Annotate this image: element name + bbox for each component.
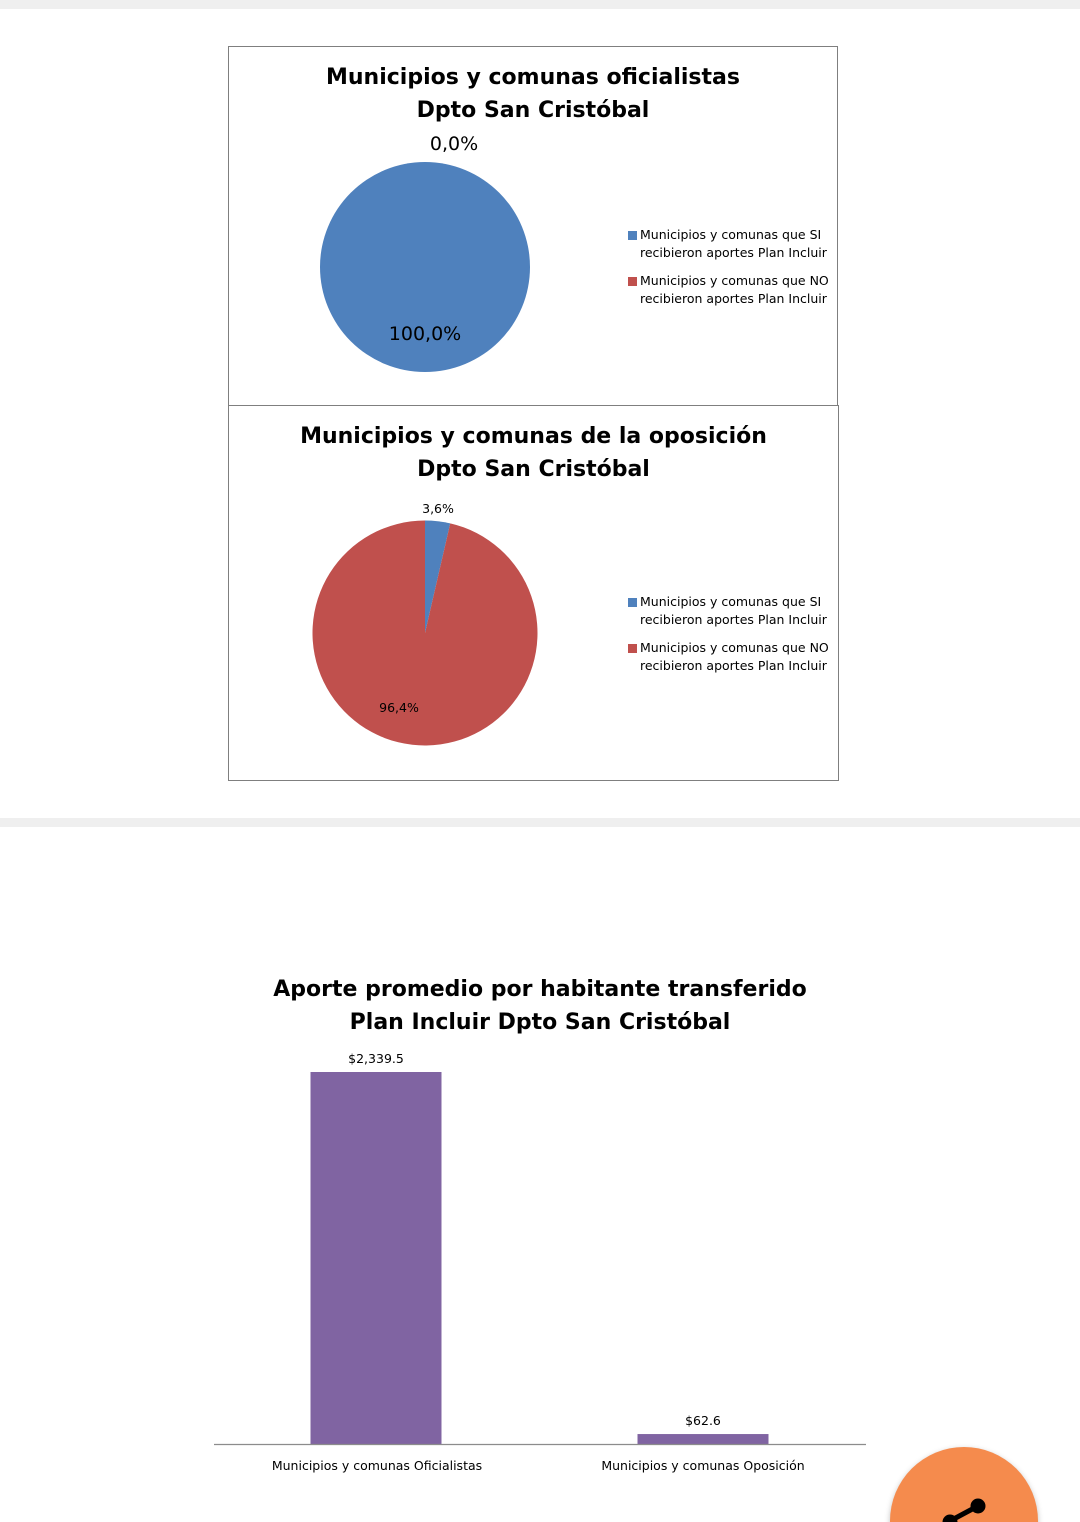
bar-plot	[0, 960, 1080, 1500]
pie-chart-oficialistas	[228, 46, 838, 406]
legend-text: recibieron aportes Plan Incluir	[640, 291, 827, 306]
legend-text: Municipios y comunas que SI	[640, 227, 822, 242]
pie-slice-no	[313, 521, 538, 746]
legend-text: recibieron aportes Plan Incluir	[640, 658, 827, 673]
legend-text: recibieron aportes Plan Incluir	[640, 612, 827, 627]
pie-chart-oposicion	[228, 405, 839, 781]
chart-title-line-1: Aporte promedio por habitante transferido	[273, 977, 807, 1002]
legend-swatch-no	[628, 644, 637, 653]
chart-title-line-1: Municipios y comunas de la oposición	[300, 424, 767, 449]
legend-text: Municipios y comunas que NO	[640, 273, 829, 288]
middle-separator	[0, 818, 1080, 827]
share-icon	[890, 1447, 1038, 1522]
legend	[628, 593, 829, 685]
chart-title-line-2: Dpto San Cristóbal	[417, 457, 650, 482]
legend-text: Municipios y comunas que SI	[640, 594, 822, 609]
legend-swatch-no	[628, 277, 637, 286]
top-separator	[0, 0, 1080, 9]
legend-text: Municipios y comunas que NO	[640, 640, 829, 655]
bar-value-label: $62.6	[685, 1413, 721, 1429]
chart-title-line-1: Municipios y comunas oficialistas	[326, 65, 740, 90]
share-button[interactable]	[890, 1447, 1038, 1522]
legend-item-no	[628, 639, 829, 675]
legend-item-si	[628, 593, 829, 629]
bar-value-label: $2,339.5	[348, 1051, 404, 1066]
bar-oficialistas	[311, 1072, 442, 1444]
chart-title-line-2: Dpto San Cristóbal	[416, 98, 650, 123]
slice-label-no: 96,4%	[379, 700, 419, 715]
legend-swatch-si	[628, 231, 637, 240]
legend-text: recibieron aportes Plan Incluir	[640, 245, 827, 260]
bar-chart-aporte	[0, 960, 1080, 1500]
category-label: Municipios y comunas Oficialistas	[271, 1458, 483, 1473]
legend-item-si	[628, 226, 829, 262]
chart-title-line-2: Plan Incluir Dpto San Cristóbal	[349, 1010, 731, 1035]
slice-label-si: 100,0%	[388, 323, 462, 345]
legend-swatch-si	[628, 598, 637, 607]
slice-label-si: 3,6%	[422, 501, 454, 516]
slice-label-no: 0,0%	[429, 133, 479, 155]
category-label: Municipios y comunas Oposición	[601, 1458, 805, 1473]
bar-oposicion	[638, 1434, 769, 1444]
legend	[628, 226, 829, 318]
legend-item-no	[628, 272, 829, 308]
